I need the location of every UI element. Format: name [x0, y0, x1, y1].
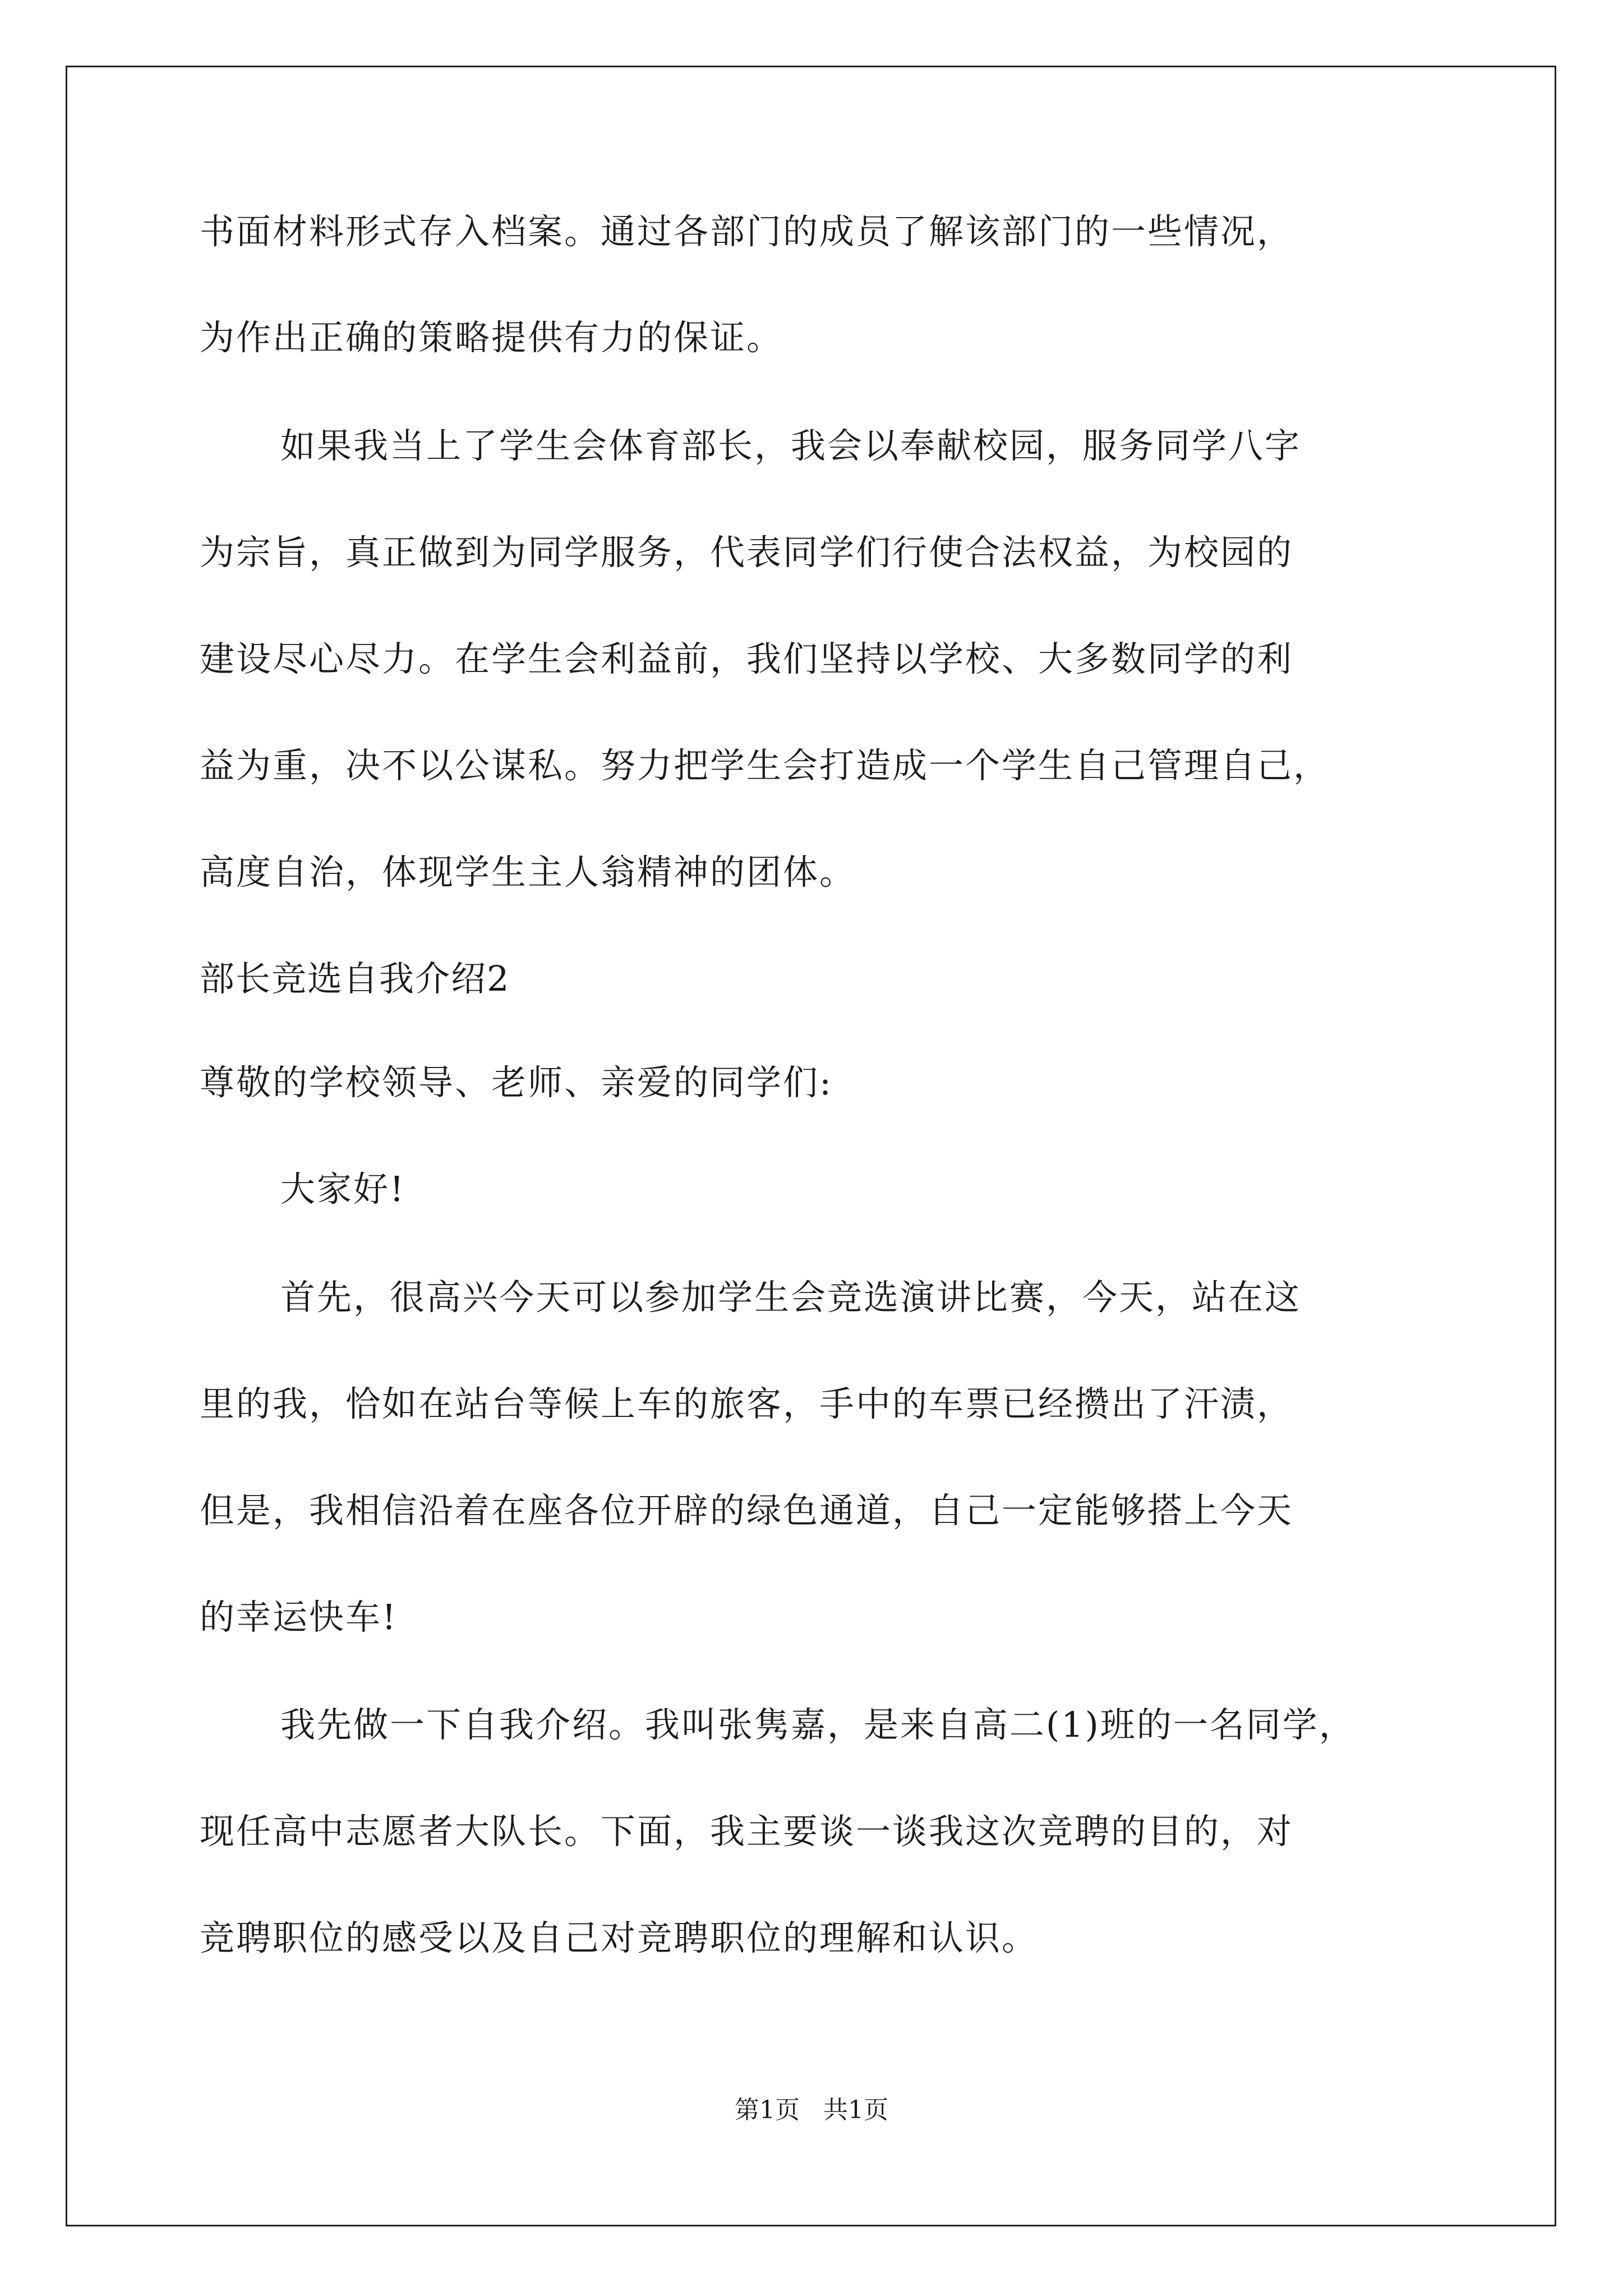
page-number-footer: 第1页 共1页	[735, 2096, 888, 2124]
paragraph-line: 为作出正确的策略提供有力的保证。	[200, 317, 783, 358]
paragraph-line: 如果我当上了学生会体育部长，我会以奉献校园，服务同学八字	[280, 425, 1302, 466]
paragraph-line: 为宗旨，真正做到为同学服务，代表同学们行使合法权益，为校园的	[200, 532, 1294, 573]
paragraph-line: 建设尽心尽力。在学生会利益前，我们坚持以学校、大多数同学的利	[200, 638, 1294, 679]
paragraph-line: 竞聘职位的感受以及自己对竞聘职位的理解和认识。	[200, 1917, 1039, 1958]
paragraph-line: 益为重，决不以公谋私。努力把学生会打造成一个学生自己管理自己，	[200, 745, 1330, 786]
paragraph-line: 但是，我相信沿着在座各位开辟的绿色通道，自己一定能够搭上今天	[200, 1490, 1294, 1531]
paragraph-line: 的幸运快车!	[200, 1596, 398, 1637]
paragraph-line: 里的我，恰如在站台等候上车的旅客，手中的车票已经攒出了汗渍，	[200, 1383, 1294, 1424]
paragraph-line: 书面材料形式存入档案。通过各部门的成员了解该部门的一些情况，	[200, 211, 1294, 252]
paragraph-line: 首先，很高兴今天可以参加学生会竞选演讲比赛，今天，站在这	[280, 1277, 1302, 1318]
paragraph-line: 我先做一下自我介绍。我叫张隽嘉，是来自高二(1)班的一名同学，	[280, 1704, 1355, 1745]
salutation: 尊敬的学校领导、老师、亲爱的同学们:	[200, 1062, 833, 1103]
greeting: 大家好!	[280, 1168, 405, 1209]
page-border	[66, 66, 1556, 2226]
paragraph-line: 现任高中志愿者大队长。下面，我主要谈一谈我这次竞聘的目的，对	[200, 1811, 1294, 1852]
paragraph-line: 高度自治，体现学生主人翁精神的团体。	[200, 852, 856, 892]
section-heading: 部长竞选自我介绍2	[200, 958, 510, 999]
